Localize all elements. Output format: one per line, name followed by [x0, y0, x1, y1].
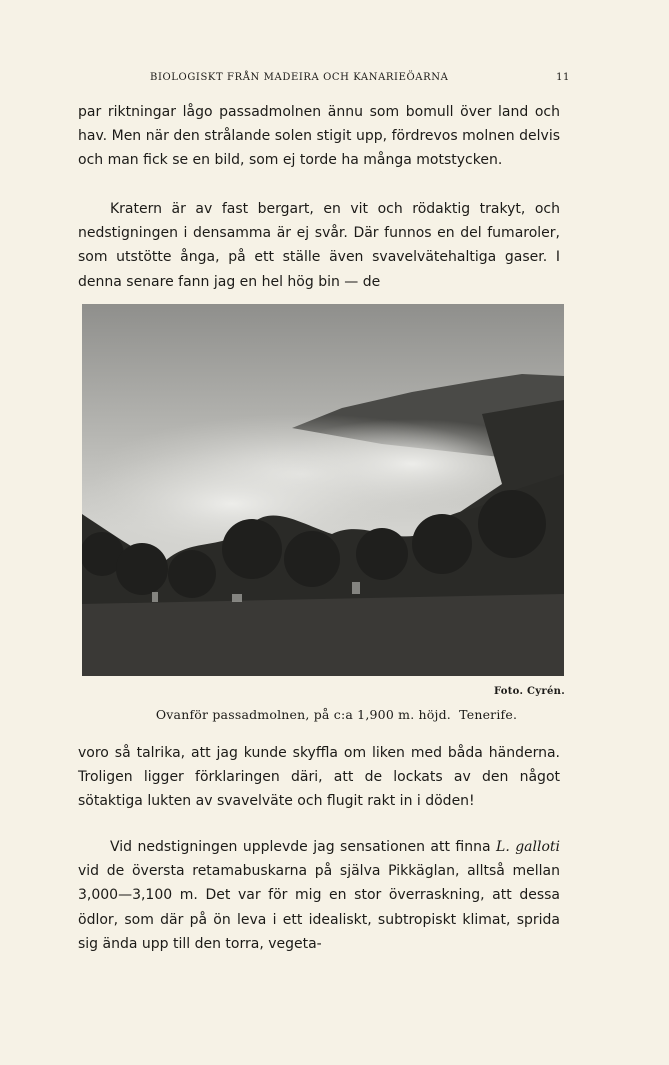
page-number: 11	[556, 72, 570, 83]
paragraph-3: voro så talrika, att jag kunde skyffla om liken med båda händerna. Troligen ligger förklaringen däri, att de lockats av den något sötaktiga lukten av svavelväte och flugit rakt in i döden!	[78, 745, 560, 810]
running-title: BIOLOGISKT FRÅN MADEIRA OCH KANARIEÖARNA	[150, 72, 449, 83]
photograph-clouds-tenerife	[82, 304, 564, 676]
paragraph-2: Kratern är av fast bergart, en vit och rödaktig trakyt, och nedstigningen i densamma är ej svår. Där funnos en del fumaroler, som utstötte ånga, på ett ställe även svavelvätehaltiga gaser. I denna senare fann jag en hel hög bin — de	[78, 201, 560, 290]
paragraph-4-rest: vid de översta retamabuskarna på själva Pikkäglan, alltså mellan 3,000—3,100 m. Det var för mig en stor överraskning, att dessa ödlor, som där på ön leva i ett idealiskt, subtropiskt klimat, sprida sig ända upp till den torra, vegeta-	[78, 863, 560, 952]
running-header	[150, 72, 570, 83]
caption-text: Ovanför passadmolnen, på c:a 1,900 m. höjd.	[155, 707, 451, 722]
figure-caption	[0, 707, 669, 722]
paragraph-4	[78, 835, 560, 956]
photo-credit: Foto. Cyrén.	[493, 686, 565, 697]
caption-place: Tenerife.	[459, 707, 518, 722]
paragraph-4-start: Vid nedstigningen upplevde jag sensationen att finna	[110, 839, 497, 855]
paragraph-1: par riktningar lågo passadmolnen ännu som bomull över land och hav. Men när den strålande solen stigit upp, fördrevos molnen delvis och man fick se en bild, som ej torde ha många motstycken.	[78, 104, 560, 169]
species-name: L. galloti	[496, 839, 560, 855]
